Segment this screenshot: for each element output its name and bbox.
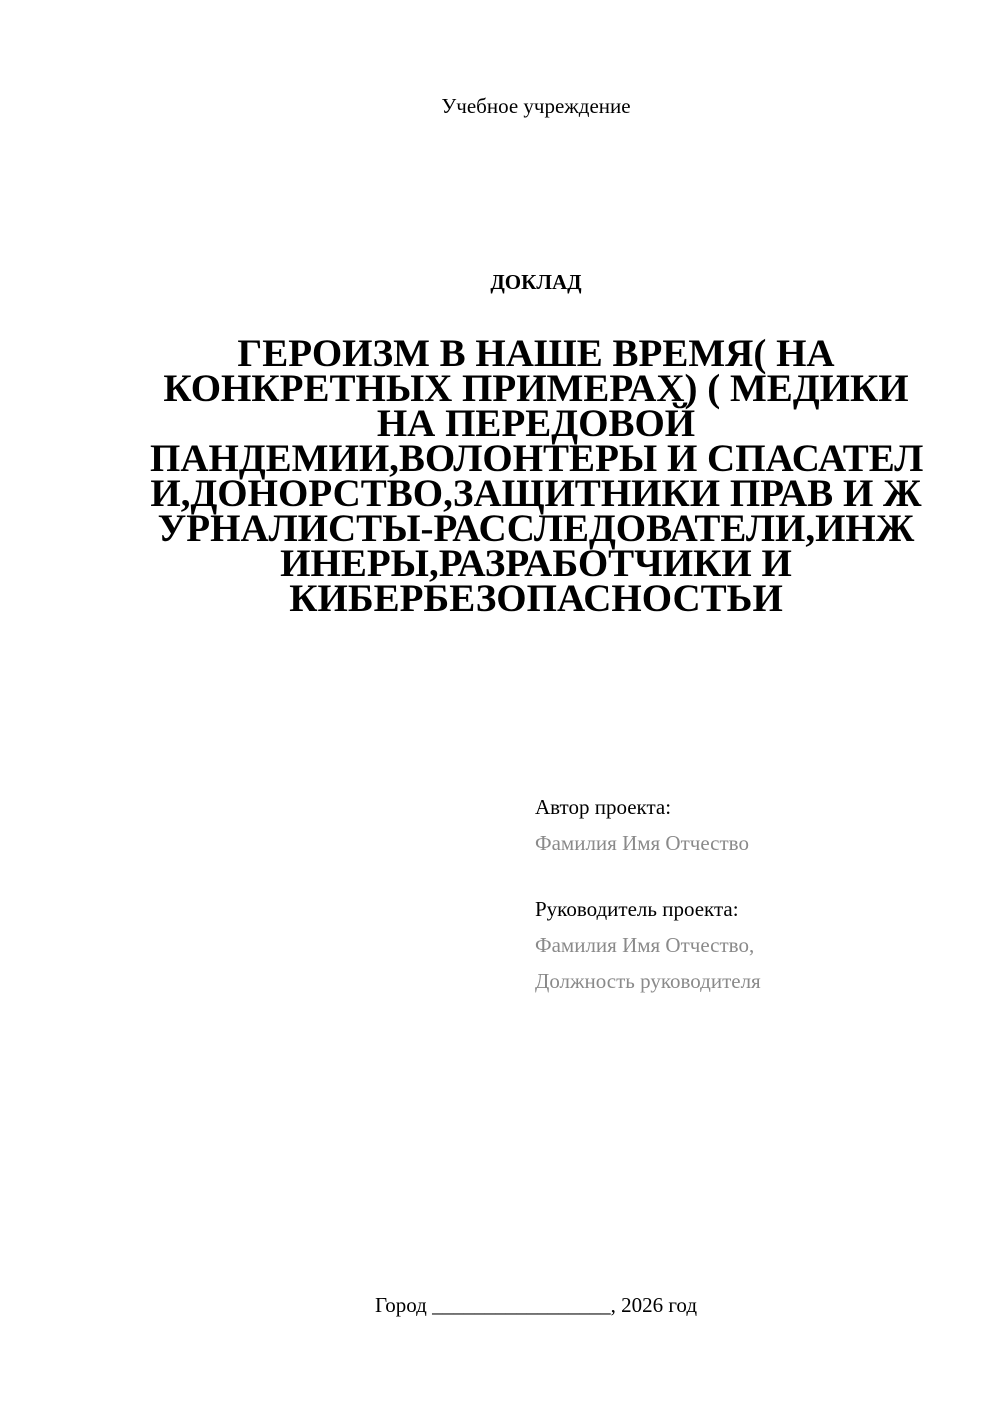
credits-block bbox=[535, 789, 975, 999]
institution-name: Учебное учреждение bbox=[441, 94, 631, 118]
document-type-heading: ДОКЛАД bbox=[490, 270, 582, 294]
title-line: УРНАЛИСТЫ-РАССЛЕДОВАТЕЛИ,ИНЖ bbox=[157, 507, 915, 550]
title-line: И,ДОНОРСТВО,ЗАЩИТНИКИ ПРАВ И Ж bbox=[150, 472, 922, 515]
title-line: КОНКРЕТНЫХ ПРИМЕРАХ) ( МЕДИКИ bbox=[163, 367, 909, 410]
title-line: ИНЕРЫ,РАЗРАБОТЧИКИ И bbox=[280, 542, 792, 585]
author-name-placeholder: Фамилия Имя Отчество bbox=[535, 831, 749, 855]
document-title bbox=[150, 332, 924, 620]
supervisor-position-placeholder: Должность руководителя bbox=[535, 969, 761, 993]
author-label: Автор проекта: bbox=[535, 795, 672, 819]
title-line: КИБЕРБЕЗОПАСНОСТЬИ bbox=[289, 577, 783, 620]
city-year-line: Город _________________, 2026 год bbox=[374, 1293, 698, 1317]
title-line: НА ПЕРЕДОВОЙ bbox=[376, 402, 696, 445]
supervisor-label: Руководитель проекта: bbox=[535, 897, 739, 921]
title-line: ПАНДЕМИИ,ВОЛОНТЕРЫ И СПАСАТЕЛ bbox=[150, 437, 924, 480]
title-line: ГЕРОИЗМ В НАШЕ ВРЕМЯ( НА bbox=[237, 332, 835, 375]
spacer bbox=[535, 861, 975, 891]
supervisor-name-placeholder: Фамилия Имя Отчество, bbox=[535, 933, 755, 957]
